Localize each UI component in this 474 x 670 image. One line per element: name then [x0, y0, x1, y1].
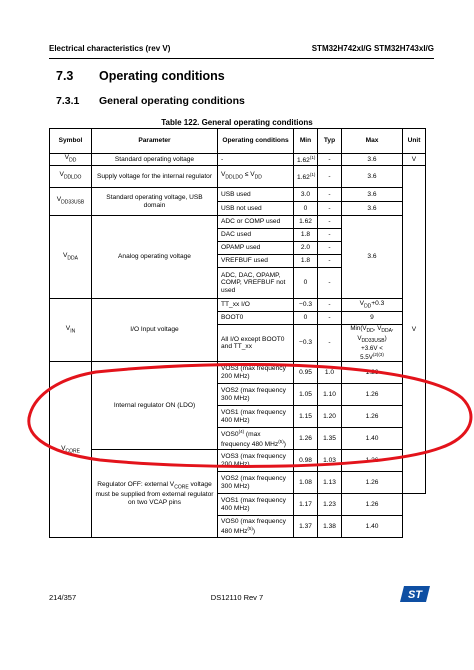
cond-text: VOS0$^{(4)}$ (max frequency 480 MHz$^{(5)}$) [218, 428, 294, 450]
cond-text: ADC or COMP used [218, 216, 294, 229]
min-value: 1.37 [294, 516, 318, 538]
col-unit: Unit [403, 129, 426, 154]
typ-value: 1.10 [318, 384, 342, 406]
table-row [50, 450, 426, 472]
min-value: 1.26 [294, 428, 318, 450]
typ-value: - [318, 229, 342, 242]
max-value: $V_{DD}+0.3$ [342, 299, 403, 312]
typ-value: - [318, 202, 342, 216]
cond-text: OPAMP used [218, 242, 294, 255]
min-value: 1.8 [294, 255, 318, 268]
typ-value: - [318, 255, 342, 268]
table-row [50, 188, 426, 202]
min-value: 1.17 [294, 494, 318, 516]
col-parameter: Parameter [92, 129, 218, 154]
cond-text: DAC used [218, 229, 294, 242]
min-value: −0.3 [294, 299, 318, 312]
min-value: 1.15 [294, 406, 318, 428]
header-right: STM32H742xI/G STM32H743xI/G [311, 44, 434, 53]
min-value: 1.62 [294, 216, 318, 229]
min-value: 1.08 [294, 472, 318, 494]
cond-text: $V_{DDLDO} \le V_{DD}$ [218, 166, 294, 188]
table-row [50, 299, 426, 312]
unit-v: V [403, 154, 426, 166]
max-value: 3.6 [342, 216, 403, 299]
max-value: 9 [342, 312, 403, 325]
max-value: 1.26 [342, 384, 403, 406]
col-conditions: Operating conditions [218, 129, 294, 154]
min-value: 0.95 [294, 362, 318, 384]
max-value: 3.6 [342, 202, 403, 216]
subsection-heading: 7.3.1 General operating conditions [56, 95, 245, 107]
symbol-vddldo: $V_{DDLDO}$ [50, 166, 92, 188]
typ-value: - [318, 325, 342, 362]
typ-value: 1.38 [318, 516, 342, 538]
header-rule [49, 58, 434, 59]
cond-text: VREFBUF used [218, 255, 294, 268]
min-value: 1.05 [294, 384, 318, 406]
section-heading: 7.3 Operating conditions [56, 69, 225, 83]
typ-value: - [318, 166, 342, 188]
table-row [50, 166, 426, 188]
typ-value: - [318, 188, 342, 202]
typ-value: - [318, 154, 342, 166]
cond-text: VOS3 (max frequency 200 MHz) [218, 362, 294, 384]
min-value: 0 [294, 202, 318, 216]
cond-text: VOS0 (max frequency 480 MHz$^{(5)}$) [218, 516, 294, 538]
unit-v: V [403, 166, 426, 494]
typ-value: - [318, 312, 342, 325]
param-text: Regulator OFF: external $V_{CORE}$ voltage must be supplied from external regulator on two VCAP pins [92, 450, 218, 538]
max-value: 1.26 [342, 406, 403, 428]
table-header-row [50, 129, 426, 154]
max-value: 1.26 [342, 450, 403, 472]
param-text: Standard operating voltage, USB domain [92, 188, 218, 216]
param-text: Analog operating voltage [92, 216, 218, 299]
symbol-vdd: $V_{DD}$ [50, 154, 92, 166]
operating-conditions-table [49, 128, 426, 538]
max-value: 3.6 [342, 188, 403, 202]
typ-value: 1.20 [318, 406, 342, 428]
symbol-vdda: $V_{DDA}$ [50, 216, 92, 299]
table-row [50, 362, 426, 384]
col-min: Min [294, 129, 318, 154]
header-left: Electrical characteristics (rev V) [49, 44, 171, 53]
typ-value: - [318, 268, 342, 299]
cond-text: BOOT0 [218, 312, 294, 325]
table-caption: Table 122. General operating conditions [161, 118, 313, 127]
max-value: $Min(V_{DD}$, $V_{DDA}$, $V_{DD33USB}$) +3.6V < $5.5V^{(2)(3)}$ [342, 325, 403, 362]
cond-text: TT_xx I/O [218, 299, 294, 312]
symbol-vdd33usb: $V_{DD33USB}$ [50, 188, 92, 216]
param-text: I/O Input voltage [92, 299, 218, 362]
table-row [50, 216, 426, 229]
max-value: 1.40 [342, 428, 403, 450]
min-value: 0 [294, 312, 318, 325]
typ-value: 1.03 [318, 450, 342, 472]
typ-value: 1.0 [318, 362, 342, 384]
col-max: Max [342, 129, 403, 154]
typ-value: - [318, 242, 342, 255]
cond-text: VOS2 (max frequency 300 MHz) [218, 472, 294, 494]
cond-text: VOS3 (max frequency 200 MHz) [218, 450, 294, 472]
typ-value: 1.23 [318, 494, 342, 516]
footer-doc-id: DS12110 Rev 7 [210, 593, 264, 602]
cond-text: USB used [218, 188, 294, 202]
max-value: 1.26 [342, 472, 403, 494]
min-value: 2.0 [294, 242, 318, 255]
cond-text: VOS2 (max frequency 300 MHz) [218, 384, 294, 406]
typ-value: - [318, 216, 342, 229]
min-value: 3.0 [294, 188, 318, 202]
param-text: Internal regulator ON (LDO) [92, 362, 218, 450]
min-value: 0.98 [294, 450, 318, 472]
symbol-vcore: $V_{CORE}$ [50, 362, 92, 538]
max-value: 3.6 [342, 154, 403, 166]
cond-text: - [218, 154, 294, 166]
max-value: 3.6 [342, 166, 403, 188]
cond-text: USB not used [218, 202, 294, 216]
cond-text: ADC, DAC, OPAMP, COMP, VREFBUF not used [218, 268, 294, 299]
min-value: 1.62$^{(1)}$ [294, 166, 318, 188]
param-text: Standard operating voltage [92, 154, 218, 166]
typ-value: 1.35 [318, 428, 342, 450]
max-value: 1.26 [342, 362, 403, 384]
logo-text: ST [407, 589, 423, 601]
cond-text: VOS1 (max frequency 400 MHz) [218, 494, 294, 516]
min-value: 1.62$^{(1)}$ [294, 154, 318, 166]
max-value: 1.26 [342, 494, 403, 516]
col-typ: Typ [318, 129, 342, 154]
cond-text: All I/O except BOOT0 and TT_xx [218, 325, 294, 362]
min-value: 1.8 [294, 229, 318, 242]
typ-value: - [318, 299, 342, 312]
cond-text: VOS1 (max frequency 400 MHz) [218, 406, 294, 428]
param-text: Supply voltage for the internal regulator [92, 166, 218, 188]
min-value: 0 [294, 268, 318, 299]
footer-page-number: 214/357 [49, 593, 77, 602]
typ-value: 1.13 [318, 472, 342, 494]
table-row [50, 154, 426, 166]
min-value: −0.3 [294, 325, 318, 362]
st-logo-icon [400, 586, 430, 602]
symbol-vin: $V_{IN}$ [50, 299, 92, 362]
max-value: 1.40 [342, 516, 403, 538]
col-symbol: Symbol [50, 129, 92, 154]
